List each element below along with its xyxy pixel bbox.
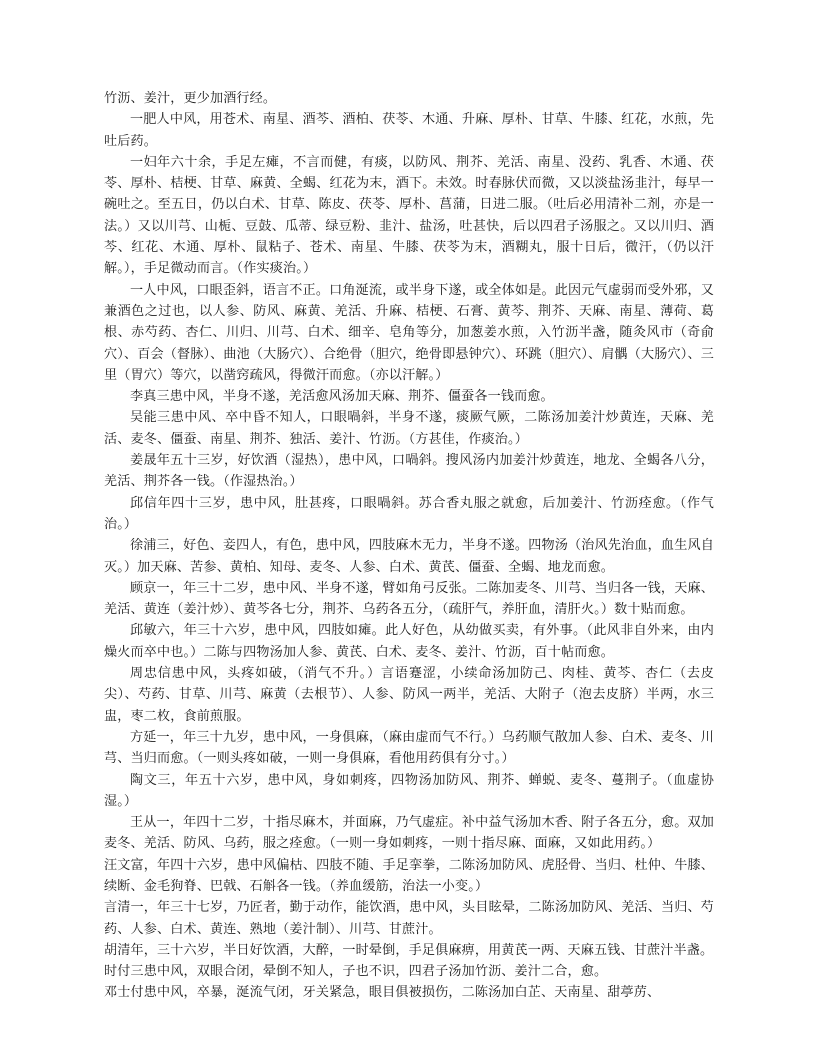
paragraph: 顾京一，年三十二岁，患中风、半身不遂，臂如角弓反张。二陈加麦冬、川芎、当归各一钱，天麻、羌活、黄连（姜汁炒）、黄芩各七分，荆芥、乌药各五分，（疏肝气，养肝血，清肝火。）数十贴而愈。: [104, 580, 714, 618]
paragraph: 李真三患中风，半身不遂，羌活愈风汤加天麻、荆芥、僵蚕各一钱而愈。: [130, 389, 554, 405]
paragraph: 方延一，年三十九岁，患中风，一身俱麻，（麻由虚而气不行。）乌药顺气散加人参、白术、麦冬、川芎、当归而愈。（一则头疼如破，一则一身俱麻，看他用药俱有分寸。）: [104, 729, 714, 767]
paragraph: 汪文富，年四十六岁，患中风偏枯、四肢不随、手足挛拳，二陈汤加防风、虎胫骨、当归、杜仲、牛膝、续断、金毛狗脊、巴戟、石斛各一钱。（养血缓筋，治法一小变。）: [104, 857, 714, 894]
paragraph: 胡清年，三十六岁，半日好饮酒，大醉，一时晕倒，手足俱麻痹，用黄芪一两、天麻五钱、甘蔗汁半盏。: [104, 942, 714, 958]
paragraph: 王从一，年四十二岁，十指尽麻木，并面麻，乃气虚症。补中益气汤加木香、附子各五分，愈。双加麦冬、羌活、防风、乌药，服之痊愈。（一则一身如刺疼，一则十指尽麻、面麻，又如此用药。）: [104, 815, 714, 852]
paragraph: 吴能三患中风、卒中昏不知人，口眼喎斜，半身不遂，痰厥气厥，二陈汤加姜汁炒黄连，天麻、羌活、麦冬、僵蚕、南星、荆芥、独活、姜汁、竹沥。（方甚佳，作痰治。）: [104, 410, 714, 447]
paragraph: 周忠信患中风，头疼如破，（消气不升。）言语蹇涩，小续命汤加防己、肉桂、黄芩、杏仁（去皮尖）、芍药、甘草、川芎、麻黄（去根节）、人参、防风一两半，羌活、大附子（泡去皮脐）半两，水三盅，枣二枚，食前煎服。: [104, 666, 714, 724]
paragraph: 陶文三，年五十六岁，患中风，身如刺疼，四物汤加防风、荆芥、蝉蜕、麦冬、蔓荆子。（血虚协湿。）: [104, 772, 714, 809]
text-column: [104, 88, 714, 1004]
paragraph: 言清一，年三十七岁，乃匠者，勤于动作，能饮酒，患中风，头目眩晕，二陈汤加防风、羌活、当归、芍药、人参、白术、黄连、熟地（姜汁制）、川芎、甘蔗汁。: [104, 900, 714, 937]
paragraph: 邓士付患中风，卒暴，涎流气闭，牙关紧急，眼目俱被损伤，二陈汤加白芷、天南星、甜葶苈、: [104, 985, 661, 1001]
paragraph: 一肥人中风，用苍术、南星、酒芩、酒柏、茯苓、木通、升麻、厚朴、甘草、牛膝、红花，水煎，先吐后药。: [104, 112, 714, 149]
paragraph: 竹沥、姜汁，更少加酒行经。: [104, 91, 277, 106]
paragraph: 徐浦三，好色、妾四人，有色，患中风，四肢麻木无力，半身不遂。四物汤（治风先治血，血生风自灭。）加天麻、苦参、黄柏、知母、麦冬、人参、白术、黄芪、僵蚕、全蝎、地龙而愈。: [104, 538, 714, 575]
paragraph: 邱敏六，年三十六岁，患中风，四肢如瘫。此人好色，从幼做买卖，有外事。（此风非自外来，由内燥火而卒中也。）二陈与四物汤加人参、黄芪、白术、麦冬、姜汁、竹沥，百十帖而愈。: [104, 623, 714, 660]
paragraph: 姜晟年五十三岁，好饮酒（湿热），患中风，口喎斜。搜风汤内加姜汁炒黄连，地龙、全蝎各八分，羌活、荆芥各一钱。（作湿热治。）: [104, 453, 714, 490]
paragraph: 一人中风，口眼歪斜，语言不正。口角涎流，或半身下遂，或全体如是。此因元气虚弱而受外邪，又兼酒色之过也，以人参、防风、麻黄、羌活、升麻、桔梗、石膏、黄芩、荆芥、天麻、南星、薄荷、葛根、赤芍药、杏仁、川归、川芎、白术、细辛、皂角等分，加葱姜水煎，入竹沥半盏，随灸风市（奇俞穴）、百会（督脉）、曲池（大肠穴）、合绝骨（胆穴，绝骨即悬钟穴）、环跳（胆穴）、肩髃（大肠穴）、三里（胃穴）等穴，以凿窍疏风，得微汗而愈。（亦以汗解。）: [104, 282, 714, 383]
paragraph: 邱信年四十三岁，患中风，肚甚疼，口眼喎斜。苏合香丸服之就愈，后加姜汁、竹沥痊愈。（作气治。）: [104, 495, 714, 532]
paragraph: 时付三患中风，双眼合闭，晕倒不知人，子也不识，四君子汤加竹沥、姜汁二合，愈。: [104, 964, 608, 980]
paragraph: 一妇年六十余，手足左瘫，不言而健，有痰，以防风、荆芥、羌活、南星、没药、乳香、木通、茯苓、厚朴、桔梗、甘草、麻黄、全蝎、红花为末，酒下。未效。时春脉伏而微，又以淡盐汤韭汁，每早一碗吐之。至五日，仍以白术、甘草、陈皮、茯苓、厚朴、菖蒲，日进二服。（吐后必用清补二剂，亦是一法。）又以川芎、山栀、豆鼓、瓜蒂、绿豆粉、韭汁、盐汤，吐甚快，后以四君子汤服之。又以川归、酒芩、红花、木通、厚朴、鼠粘子、苍术、南星、牛膝、茯苓为末，酒糊丸，服十日后，微汗，（仍以汗解。），手足微动而言。（作实痰治。）: [104, 154, 714, 277]
